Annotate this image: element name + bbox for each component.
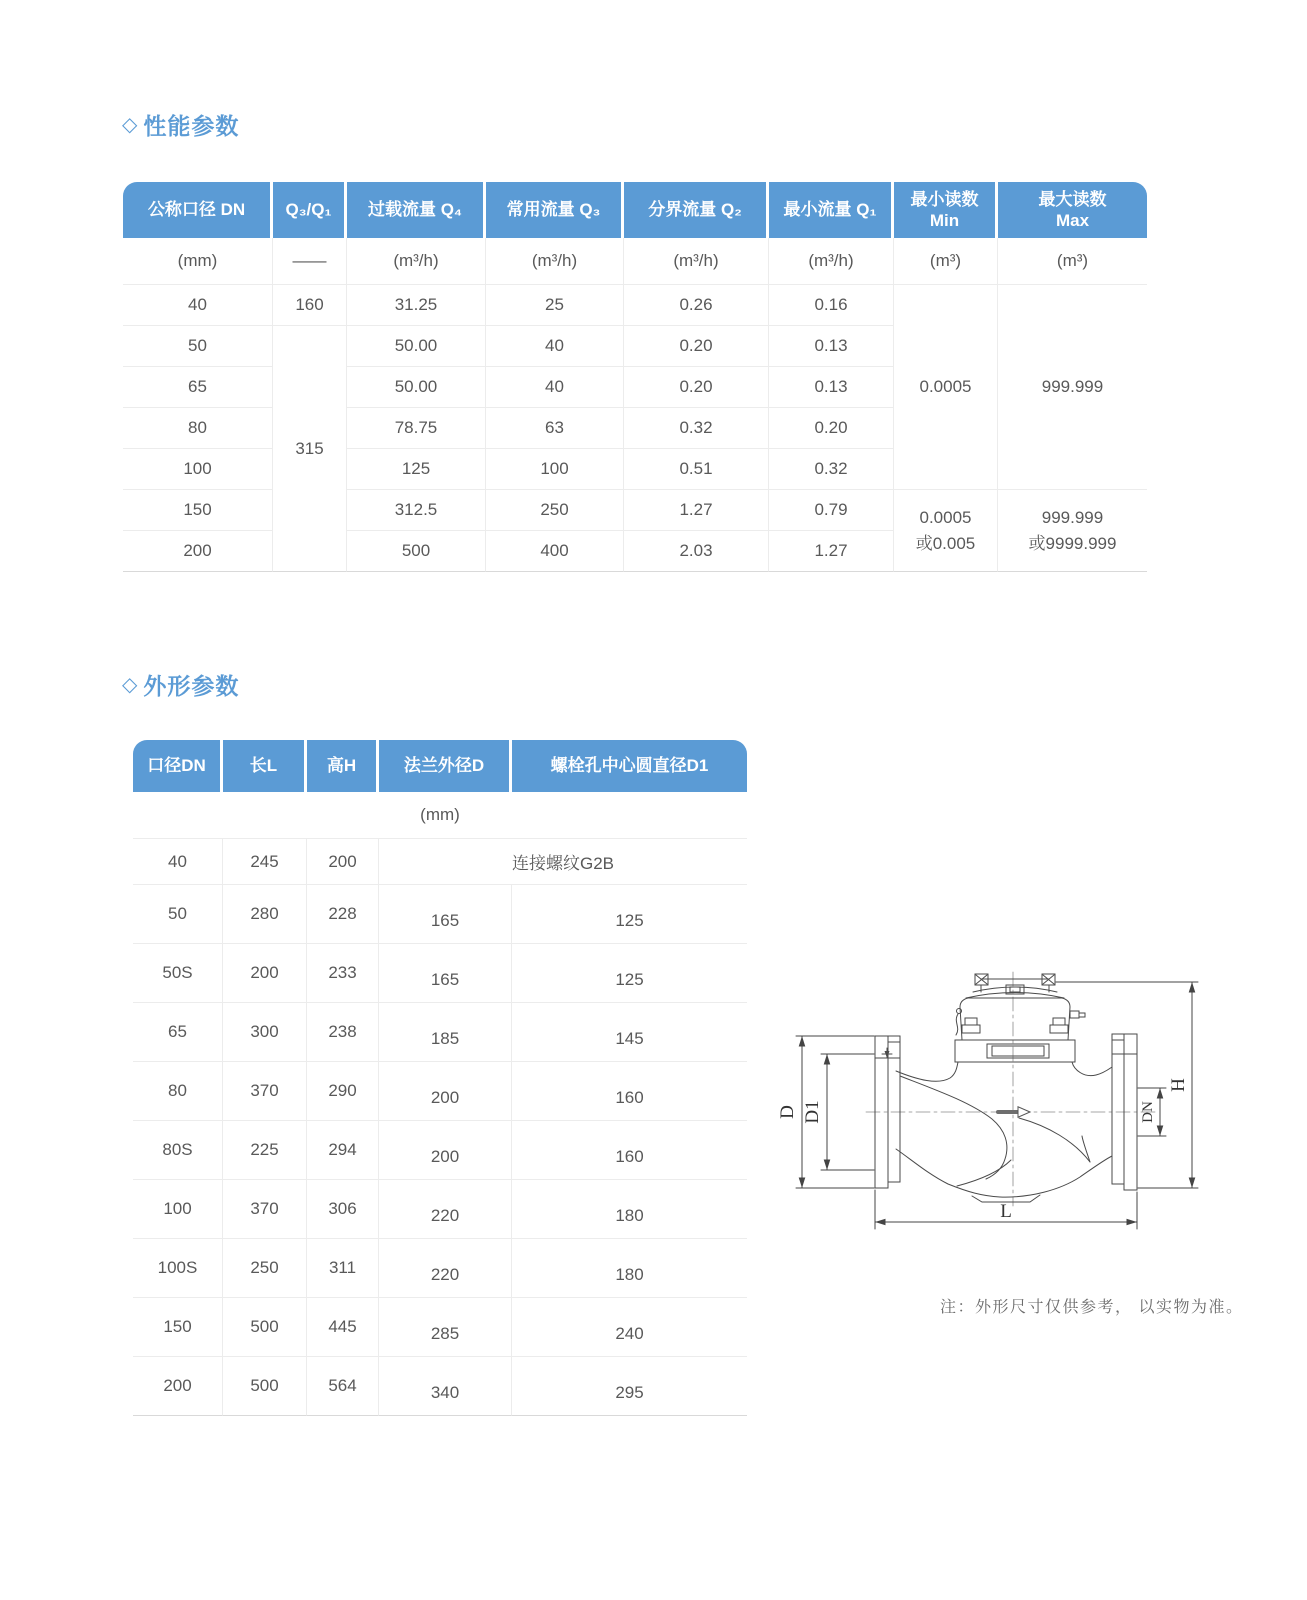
dim-label-d: D [777, 1105, 798, 1119]
cell-d1: 160 [512, 1121, 747, 1180]
unit-cell: (m³/h) [486, 238, 624, 285]
header-dn: 口径DN [133, 740, 223, 792]
cell-q3: 63 [486, 408, 624, 449]
meter-body [896, 1062, 1112, 1202]
cell-q3q1-span: 315 [273, 326, 347, 572]
cell-q4: 50.00 [347, 367, 486, 408]
dim-label-dn: DN [1140, 1101, 1156, 1123]
unit-cell: (m³/h) [347, 238, 486, 285]
cell-h: 238 [307, 1003, 379, 1062]
unit-cell: (m³/h) [624, 238, 769, 285]
cell-d1: 145 [512, 1003, 747, 1062]
cell-d: 220 [379, 1239, 512, 1298]
cell-dn: 40 [123, 285, 273, 326]
cell-d: 185 [379, 1003, 512, 1062]
cell-dn: 100 [123, 449, 273, 490]
dimension-units-row [133, 792, 747, 839]
cell-q3: 100 [486, 449, 624, 490]
cell-l: 300 [223, 1003, 307, 1062]
cell-l: 225 [223, 1121, 307, 1180]
cell-dn: 80 [123, 408, 273, 449]
cell-d1: 180 [512, 1239, 747, 1298]
cell-q1: 0.79 [769, 490, 894, 531]
cell-q1: 0.16 [769, 285, 894, 326]
cell-q4: 125 [347, 449, 486, 490]
cell-dn: 100S [133, 1239, 223, 1298]
cell-q3: 40 [486, 367, 624, 408]
cell-d: 285 [379, 1298, 512, 1357]
header-min: 最小读数 Min [894, 182, 998, 238]
unit-cell: (m³/h) [769, 238, 894, 285]
cell-d1: 125 [512, 944, 747, 1003]
cell-dn: 65 [123, 367, 273, 408]
cell-q4: 50.00 [347, 326, 486, 367]
performance-units-row [123, 238, 1147, 285]
dimension-lines [796, 982, 1198, 1229]
unit-cell: (mm) [123, 238, 273, 285]
meter-drawing-svg [760, 928, 1220, 1250]
unit-cell: —— [273, 238, 347, 285]
table-row [133, 839, 747, 885]
cell-q1: 0.20 [769, 408, 894, 449]
cell-dn: 100 [133, 1180, 223, 1239]
cell-l: 245 [223, 839, 307, 885]
cell-h: 445 [307, 1298, 379, 1357]
cell-q2: 0.20 [624, 367, 769, 408]
cell-max-span: 999.999 或9999.999 [998, 490, 1147, 572]
cell-d: 165 [379, 944, 512, 1003]
header-q3: 常用流量 Q₃ [486, 182, 624, 238]
cell-l: 500 [223, 1357, 307, 1416]
cell-q4: 31.25 [347, 285, 486, 326]
cell-q1: 0.32 [769, 449, 894, 490]
cell-h: 228 [307, 885, 379, 944]
cell-dn: 65 [133, 1003, 223, 1062]
dimension-labels [777, 1078, 1189, 1222]
cell-d: 220 [379, 1180, 512, 1239]
section-title-dimensions [122, 668, 239, 701]
section-title-text: 外形参数 [143, 673, 240, 699]
cell-d: 340 [379, 1357, 512, 1416]
header-dn: 公称口径 DN [123, 182, 273, 238]
cell-d1: 180 [512, 1180, 747, 1239]
section-title-text: 性能参数 [143, 113, 240, 139]
cell-dn: 50 [123, 326, 273, 367]
header-max: 最大读数 Max [998, 182, 1147, 238]
cell-q1: 1.27 [769, 531, 894, 572]
cell-q2: 2.03 [624, 531, 769, 572]
cell-q2: 1.27 [624, 490, 769, 531]
section-title-performance [122, 108, 239, 141]
table-row [133, 1121, 747, 1180]
cell-thread: 连接螺纹G2B [379, 839, 747, 885]
header-height: 高H [307, 740, 379, 792]
cell-l: 280 [223, 885, 307, 944]
dimension-header-row [133, 740, 747, 792]
header-q4: 过载流量 Q₄ [347, 182, 486, 238]
cell-l: 370 [223, 1180, 307, 1239]
unit-cell: (m³) [998, 238, 1147, 285]
table-row [133, 1239, 747, 1298]
table-row [133, 944, 747, 1003]
cell-d1: 295 [512, 1357, 747, 1416]
cell-h: 306 [307, 1180, 379, 1239]
meter-technical-drawing [760, 928, 1220, 1250]
cell-h: 311 [307, 1239, 379, 1298]
cell-dn: 150 [123, 490, 273, 531]
table-row [133, 1062, 747, 1121]
cell-q4: 500 [347, 531, 486, 572]
reference-note: 注：外形尺寸仅供参考， 以实物为准。 [940, 1299, 1244, 1316]
dim-label-d1: D1 [802, 1100, 823, 1124]
cell-dn: 150 [133, 1298, 223, 1357]
cell-h: 233 [307, 944, 379, 1003]
cell-dn: 200 [133, 1357, 223, 1416]
cell-l: 370 [223, 1062, 307, 1121]
cell-min-span: 0.0005 [894, 285, 998, 490]
cell-d1: 125 [512, 885, 747, 944]
cell-q3: 40 [486, 326, 624, 367]
header-bolt-circle-d1: 螺栓孔中心圆直径D1 [512, 740, 747, 792]
cell-q3q1: 160 [273, 285, 347, 326]
table-row [123, 285, 1147, 326]
table-row [133, 885, 747, 944]
cell-dn: 200 [123, 531, 273, 572]
diamond-icon: ◇ [122, 674, 139, 696]
cell-h: 200 [307, 839, 379, 885]
table-row [133, 1003, 747, 1062]
cell-q4: 312.5 [347, 490, 486, 531]
cell-l: 250 [223, 1239, 307, 1298]
cell-d: 200 [379, 1062, 512, 1121]
cell-dn: 50S [133, 944, 223, 1003]
dim-label-l: L [1000, 1201, 1012, 1222]
cell-h: 294 [307, 1121, 379, 1180]
header-length: 长L [223, 740, 307, 792]
cell-q2: 0.20 [624, 326, 769, 367]
header-q3q1: Q₃/Q₁ [273, 182, 347, 238]
performance-table [123, 182, 1147, 572]
table-row [133, 1180, 747, 1239]
cell-h: 564 [307, 1357, 379, 1416]
cell-dn: 80 [133, 1062, 223, 1121]
diamond-icon: ◇ [122, 114, 139, 136]
header-q1: 最小流量 Q₁ [769, 182, 894, 238]
cell-q1: 0.13 [769, 367, 894, 408]
cell-q3: 400 [486, 531, 624, 572]
cell-l: 500 [223, 1298, 307, 1357]
cell-l: 200 [223, 944, 307, 1003]
cell-h: 290 [307, 1062, 379, 1121]
cell-q3: 250 [486, 490, 624, 531]
header-q2: 分界流量 Q₂ [624, 182, 769, 238]
dimension-table [133, 740, 747, 1416]
unit-cell: (mm) [133, 792, 747, 839]
cell-q2: 0.26 [624, 285, 769, 326]
dim-label-h: H [1168, 1078, 1189, 1092]
flow-direction-arrow [998, 1107, 1030, 1117]
table-row [133, 1357, 747, 1416]
cell-max-span: 999.999 [998, 285, 1147, 490]
unit-cell: (m³) [894, 238, 998, 285]
cell-d1: 160 [512, 1062, 747, 1121]
cell-q1: 0.13 [769, 326, 894, 367]
cell-q4: 78.75 [347, 408, 486, 449]
table-row [133, 1298, 747, 1357]
cell-d1: 240 [512, 1298, 747, 1357]
cell-dn: 50 [133, 885, 223, 944]
performance-header-row [123, 182, 1147, 238]
cell-d: 200 [379, 1121, 512, 1180]
cell-min-span: 0.0005 或0.005 [894, 490, 998, 572]
cell-q2: 0.51 [624, 449, 769, 490]
cell-dn: 40 [133, 839, 223, 885]
centerlines [866, 972, 1158, 1206]
register-head [955, 974, 1085, 1062]
cell-q2: 0.32 [624, 408, 769, 449]
header-flange-d: 法兰外径D [379, 740, 512, 792]
cell-d: 165 [379, 885, 512, 944]
cell-q3: 25 [486, 285, 624, 326]
cell-dn: 80S [133, 1121, 223, 1180]
